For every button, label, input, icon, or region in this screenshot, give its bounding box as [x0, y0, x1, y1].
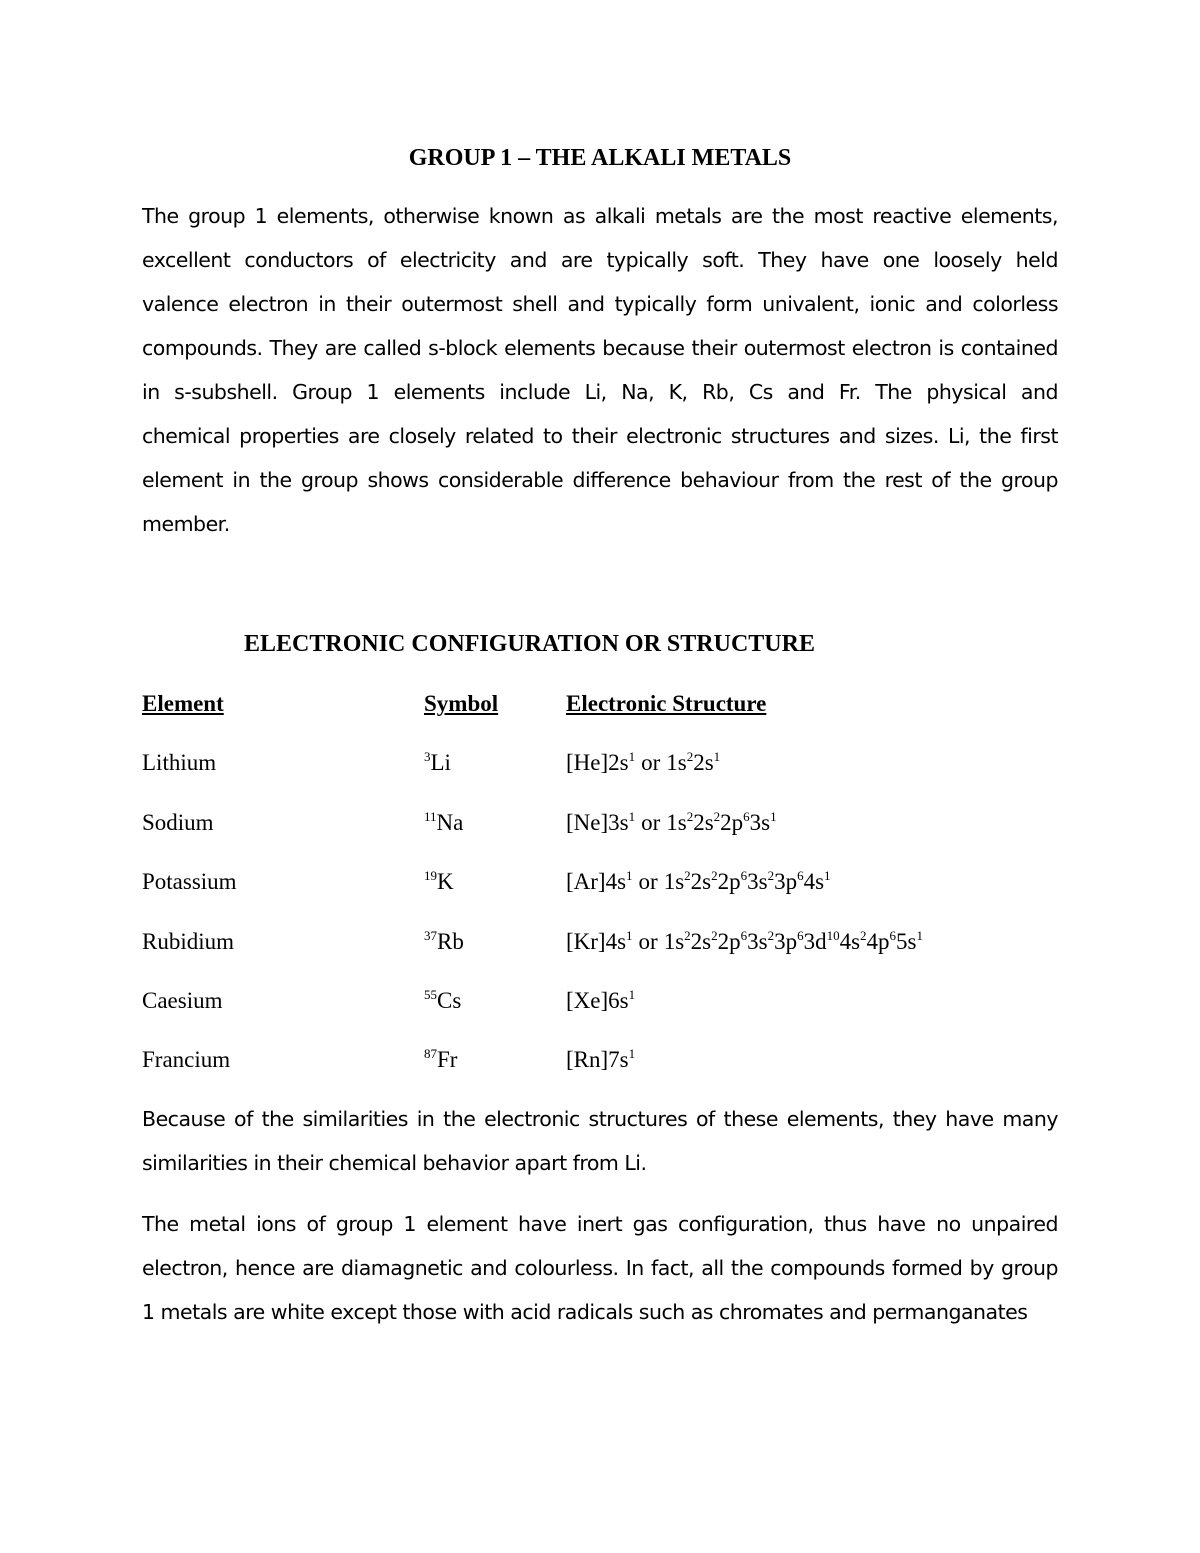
- paragraph-line: member.: [142, 512, 230, 536]
- table-row: [142, 805, 1058, 864]
- full-config-exponent: 2: [711, 927, 718, 943]
- paragraph-line: compounds. They are called s-block elements because their outermost electron is contained: [142, 336, 1058, 360]
- metal-ions-paragraph: [142, 1202, 1058, 1334]
- full-config-base: 3s: [749, 809, 771, 835]
- intro-paragraph: [142, 194, 1058, 546]
- full-config-base: 1s: [663, 928, 685, 954]
- table-row: [142, 924, 1058, 983]
- paragraph-line: The metal ions of group 1 element have inert gas configuration, thus have no unpaired: [142, 1212, 1058, 1236]
- full-config-base: 2p: [717, 928, 741, 954]
- or-word: or: [638, 928, 658, 954]
- full-config-exponent: 2: [684, 868, 691, 884]
- full-config-base: 1s: [663, 869, 685, 895]
- atomic-number: 11: [424, 808, 437, 824]
- short-config-base: [Kr]4s: [566, 928, 627, 954]
- electronic-configuration-table: [142, 686, 1058, 1102]
- paragraph-line: element in the group shows considerable difference behaviour from the rest of the group: [142, 468, 1058, 492]
- paragraph-line: 1 metals are white except those with acid radicals such as chromates and permanganates: [142, 1300, 1028, 1324]
- element-name: Caesium: [142, 987, 223, 1013]
- symbol-letters: Cs: [437, 987, 462, 1013]
- paragraph-line: chemical properties are closely related to their electronic structures and sizes. Li, the first: [142, 424, 1058, 448]
- electronic-structure: [566, 864, 831, 900]
- electronic-structure: [566, 924, 923, 960]
- full-config-exponent: 1: [824, 868, 831, 884]
- full-config-base: 2p: [717, 869, 741, 895]
- full-config-exponent: 2: [686, 808, 694, 824]
- full-config-exponent: 6: [743, 808, 750, 824]
- full-config-exponent: 2: [767, 927, 775, 943]
- paragraph-line: valence electron in their outermost shell and typically form univalent, ionic and colorless: [142, 292, 1058, 316]
- element-symbol: [424, 1042, 457, 1078]
- full-config-base: 2s: [690, 928, 712, 954]
- atomic-number: 3: [424, 749, 431, 765]
- table-row: [142, 864, 1058, 923]
- paragraph-line: electron, hence are diamagnetic and colourless. In fact, all the compounds formed by group: [142, 1256, 1058, 1280]
- short-config-base: [Xe]6s: [566, 987, 629, 1013]
- short-config-exponent: 1: [628, 1046, 636, 1062]
- full-config-base: 3p: [774, 928, 798, 954]
- full-config-exponent: 2: [686, 749, 694, 765]
- full-config-exponent: 6: [797, 868, 804, 884]
- full-config-base: 3s: [747, 869, 768, 895]
- symbol-letters: K: [437, 869, 454, 895]
- table-header-row: [142, 686, 1058, 745]
- electronic-structure: [566, 745, 720, 781]
- atomic-number: 37: [424, 927, 437, 943]
- short-config-exponent: 1: [626, 868, 633, 884]
- full-config-base: 5s: [896, 928, 917, 954]
- element-name: Sodium: [142, 809, 214, 835]
- electronic-structure: [566, 1042, 635, 1078]
- short-config-base: [Ar]4s: [566, 869, 627, 895]
- full-config-base: 4s: [839, 928, 861, 954]
- element-name: Potassium: [142, 869, 237, 895]
- full-config-base: 2s: [690, 869, 712, 895]
- paragraph-line: in s-subshell. Group 1 elements include Li, Na, K, Rb, Cs and Fr. The physical and: [142, 380, 1058, 404]
- atomic-number: 87: [424, 1046, 437, 1062]
- or-word: or: [638, 869, 658, 895]
- full-config-base: 2s: [693, 750, 714, 776]
- header-electronic-structure: Electronic Structure: [566, 691, 767, 716]
- element-symbol: [424, 805, 463, 841]
- full-config-exponent: 2: [767, 868, 775, 884]
- short-config-base: [Ne]3s: [566, 809, 629, 835]
- full-config-base: 1s: [666, 809, 687, 835]
- short-config-exponent: 1: [628, 986, 636, 1002]
- symbol-letters: Na: [436, 809, 464, 835]
- full-config-exponent: 1: [713, 749, 721, 765]
- section-title: ELECTRONIC CONFIGURATION OR STRUCTURE: [244, 631, 815, 657]
- full-config-exponent: 1: [770, 808, 777, 824]
- full-config-exponent: 1: [916, 927, 923, 943]
- page-title: GROUP 1 – THE ALKALI METALS: [408, 145, 792, 171]
- full-config-exponent: 6: [740, 927, 748, 943]
- full-config-base: 4s: [803, 869, 825, 895]
- symbol-letters: Li: [430, 750, 451, 776]
- element-symbol: [424, 924, 464, 960]
- table-row: [142, 745, 1058, 804]
- full-config-exponent: 2: [713, 808, 721, 824]
- paragraph-line: excellent conductors of electricity and are typically soft. They have one loosely held: [142, 248, 1058, 272]
- paragraph-line: similarities in their chemical behavior apart from Li.: [142, 1151, 647, 1175]
- full-config-exponent: 6: [889, 927, 897, 943]
- element-name: Lithium: [142, 750, 217, 776]
- or-word: or: [641, 750, 661, 776]
- or-word: or: [641, 809, 661, 835]
- short-config-exponent: 1: [628, 749, 636, 765]
- symbol-letters: Rb: [437, 928, 464, 954]
- element-symbol: [424, 864, 454, 900]
- full-config-base: 3p: [774, 869, 798, 895]
- paragraph-line: The group 1 elements, otherwise known as alkali metals are the most reactive elements,: [142, 204, 1058, 228]
- electronic-structure: [566, 805, 777, 841]
- full-config-exponent: 6: [797, 927, 804, 943]
- table-row: [142, 1042, 1058, 1101]
- element-name: Francium: [142, 1047, 231, 1073]
- short-config-exponent: 1: [628, 808, 636, 824]
- short-config-exponent: 1: [626, 927, 633, 943]
- full-config-exponent: 2: [684, 927, 691, 943]
- short-config-base: [He]2s: [566, 750, 629, 776]
- header-symbol: Symbol: [424, 691, 499, 716]
- symbol-letters: Fr: [437, 1047, 458, 1073]
- full-config-exponent: 2: [711, 868, 718, 884]
- element-name: Rubidium: [142, 928, 235, 954]
- element-symbol: [424, 983, 461, 1019]
- full-config-exponent: 6: [740, 868, 748, 884]
- full-config-base: 2p: [720, 809, 744, 835]
- atomic-number: 55: [424, 986, 437, 1002]
- full-config-exponent: 10: [826, 927, 840, 943]
- table-row: [142, 983, 1058, 1042]
- element-symbol: [424, 745, 451, 781]
- full-config-base: 3d: [803, 928, 827, 954]
- atomic-number: 19: [424, 868, 437, 884]
- similarities-paragraph: [142, 1097, 1058, 1185]
- short-config-base: [Rn]7s: [566, 1047, 629, 1073]
- header-element: Element: [142, 691, 224, 716]
- electronic-structure: [566, 983, 635, 1019]
- full-config-base: 2s: [693, 809, 714, 835]
- full-config-base: 1s: [666, 750, 687, 776]
- full-config-exponent: 2: [860, 927, 867, 943]
- full-config-base: 3s: [747, 928, 768, 954]
- paragraph-line: Because of the similarities in the electronic structures of these elements, they have many: [142, 1107, 1058, 1131]
- full-config-base: 4p: [866, 928, 890, 954]
